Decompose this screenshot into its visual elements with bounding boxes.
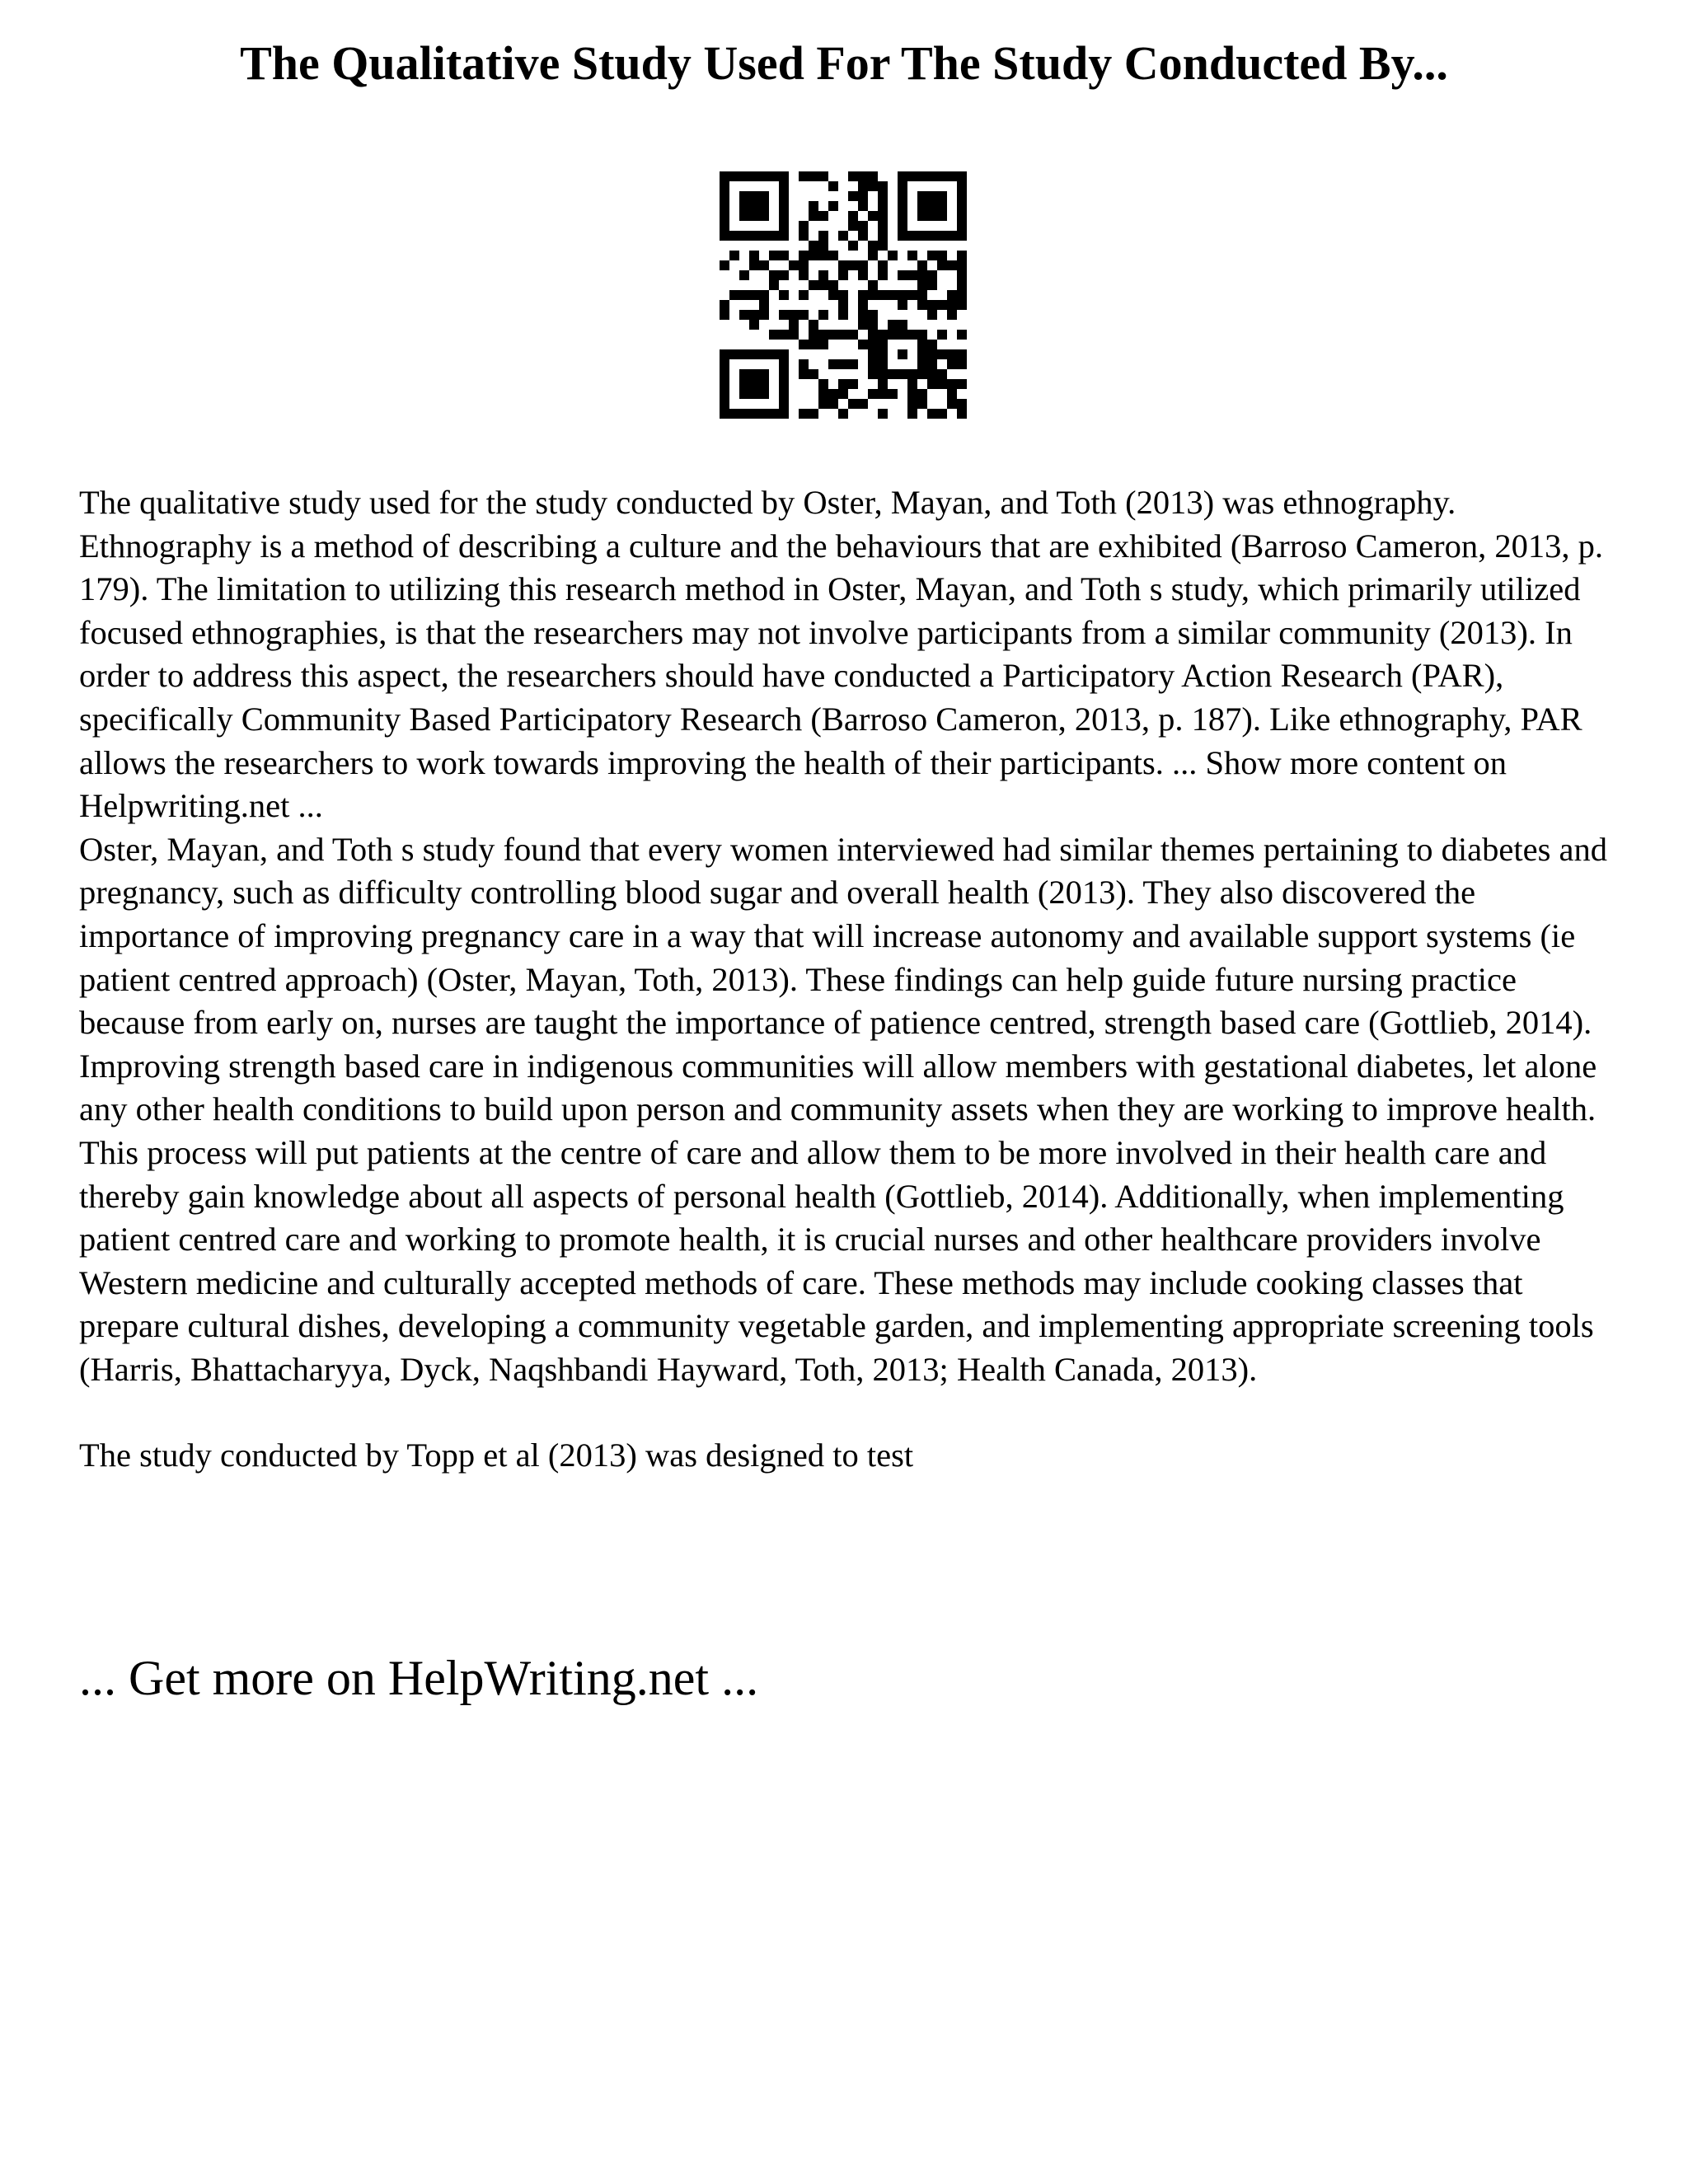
paragraph-1: The qualitative study used for the study conducted by Oster, Mayan, and Toth (2013) was ethnography. Ethnography is a method of describing a culture and the behaviours that are exhibited (Barroso Cameron, 2013, p. 179). The limitation to utilizing this research method in Oster, Mayan, and Toth s study, which primarily utilized focused ethnographies, is that the researchers may not involve participants from a similar community (2013). In order to address this aspect, the researchers should have conducted a Participatory Action Research (PAR), specifically Community Based Participatory Research (Barroso Cameron, 2013, p. 187). Like ethnography, PAR allows the researchers to work towards improving the health of their participants. ... Show more content on Helpwriting.net ... <box>79 484 1603 825</box>
article-body <box>79 481 1629 1478</box>
get-more-link[interactable]: ... Get more on HelpWriting.net ... <box>79 1651 759 1705</box>
qr-code-icon <box>720 171 967 419</box>
paragraph-2: Oster, Mayan, and Toth s study found that every women interviewed had similar themes pertaining to diabetes and pregnancy, such as difficulty controlling blood sugar and overall health (2013). They also discovered the importance of improving pregnancy care in a way that will increase autonomy and available support systems (ie patient centred approach) (Oster, Mayan, Toth, 2013). These findings can help guide future nursing practice because from early on, nurses are taught the importance of patience centred, strength based care (Gottlieb, 2014). Improving strength based care in indigenous communities will allow members with gestational diabetes, let alone any other health conditions to build upon person and community assets when they are working to improve health. This process will put patients at the centre of care and allow them to be more involved in their health care and thereby gain knowledge about all aspects of personal health (Gottlieb, 2014). Additionally, when implementing patient centred care and working to promote health, it is crucial nurses and other healthcare providers involve Western medicine and culturally accepted methods of care. These methods may include cooking classes that prepare cultural dishes, developing a community vegetable garden, and implementing appropriate screening tools (Harris, Bhattacharyya, Dyck, Naqshbandi Hayward, Toth, 2013; Health Canada, 2013). <box>79 830 1607 1388</box>
page-title: The Qualitative Study Used For The Study Conducted By... <box>240 36 1448 90</box>
paragraph-3: The study conducted by Topp et al (2013) was designed to test <box>79 1436 914 1474</box>
